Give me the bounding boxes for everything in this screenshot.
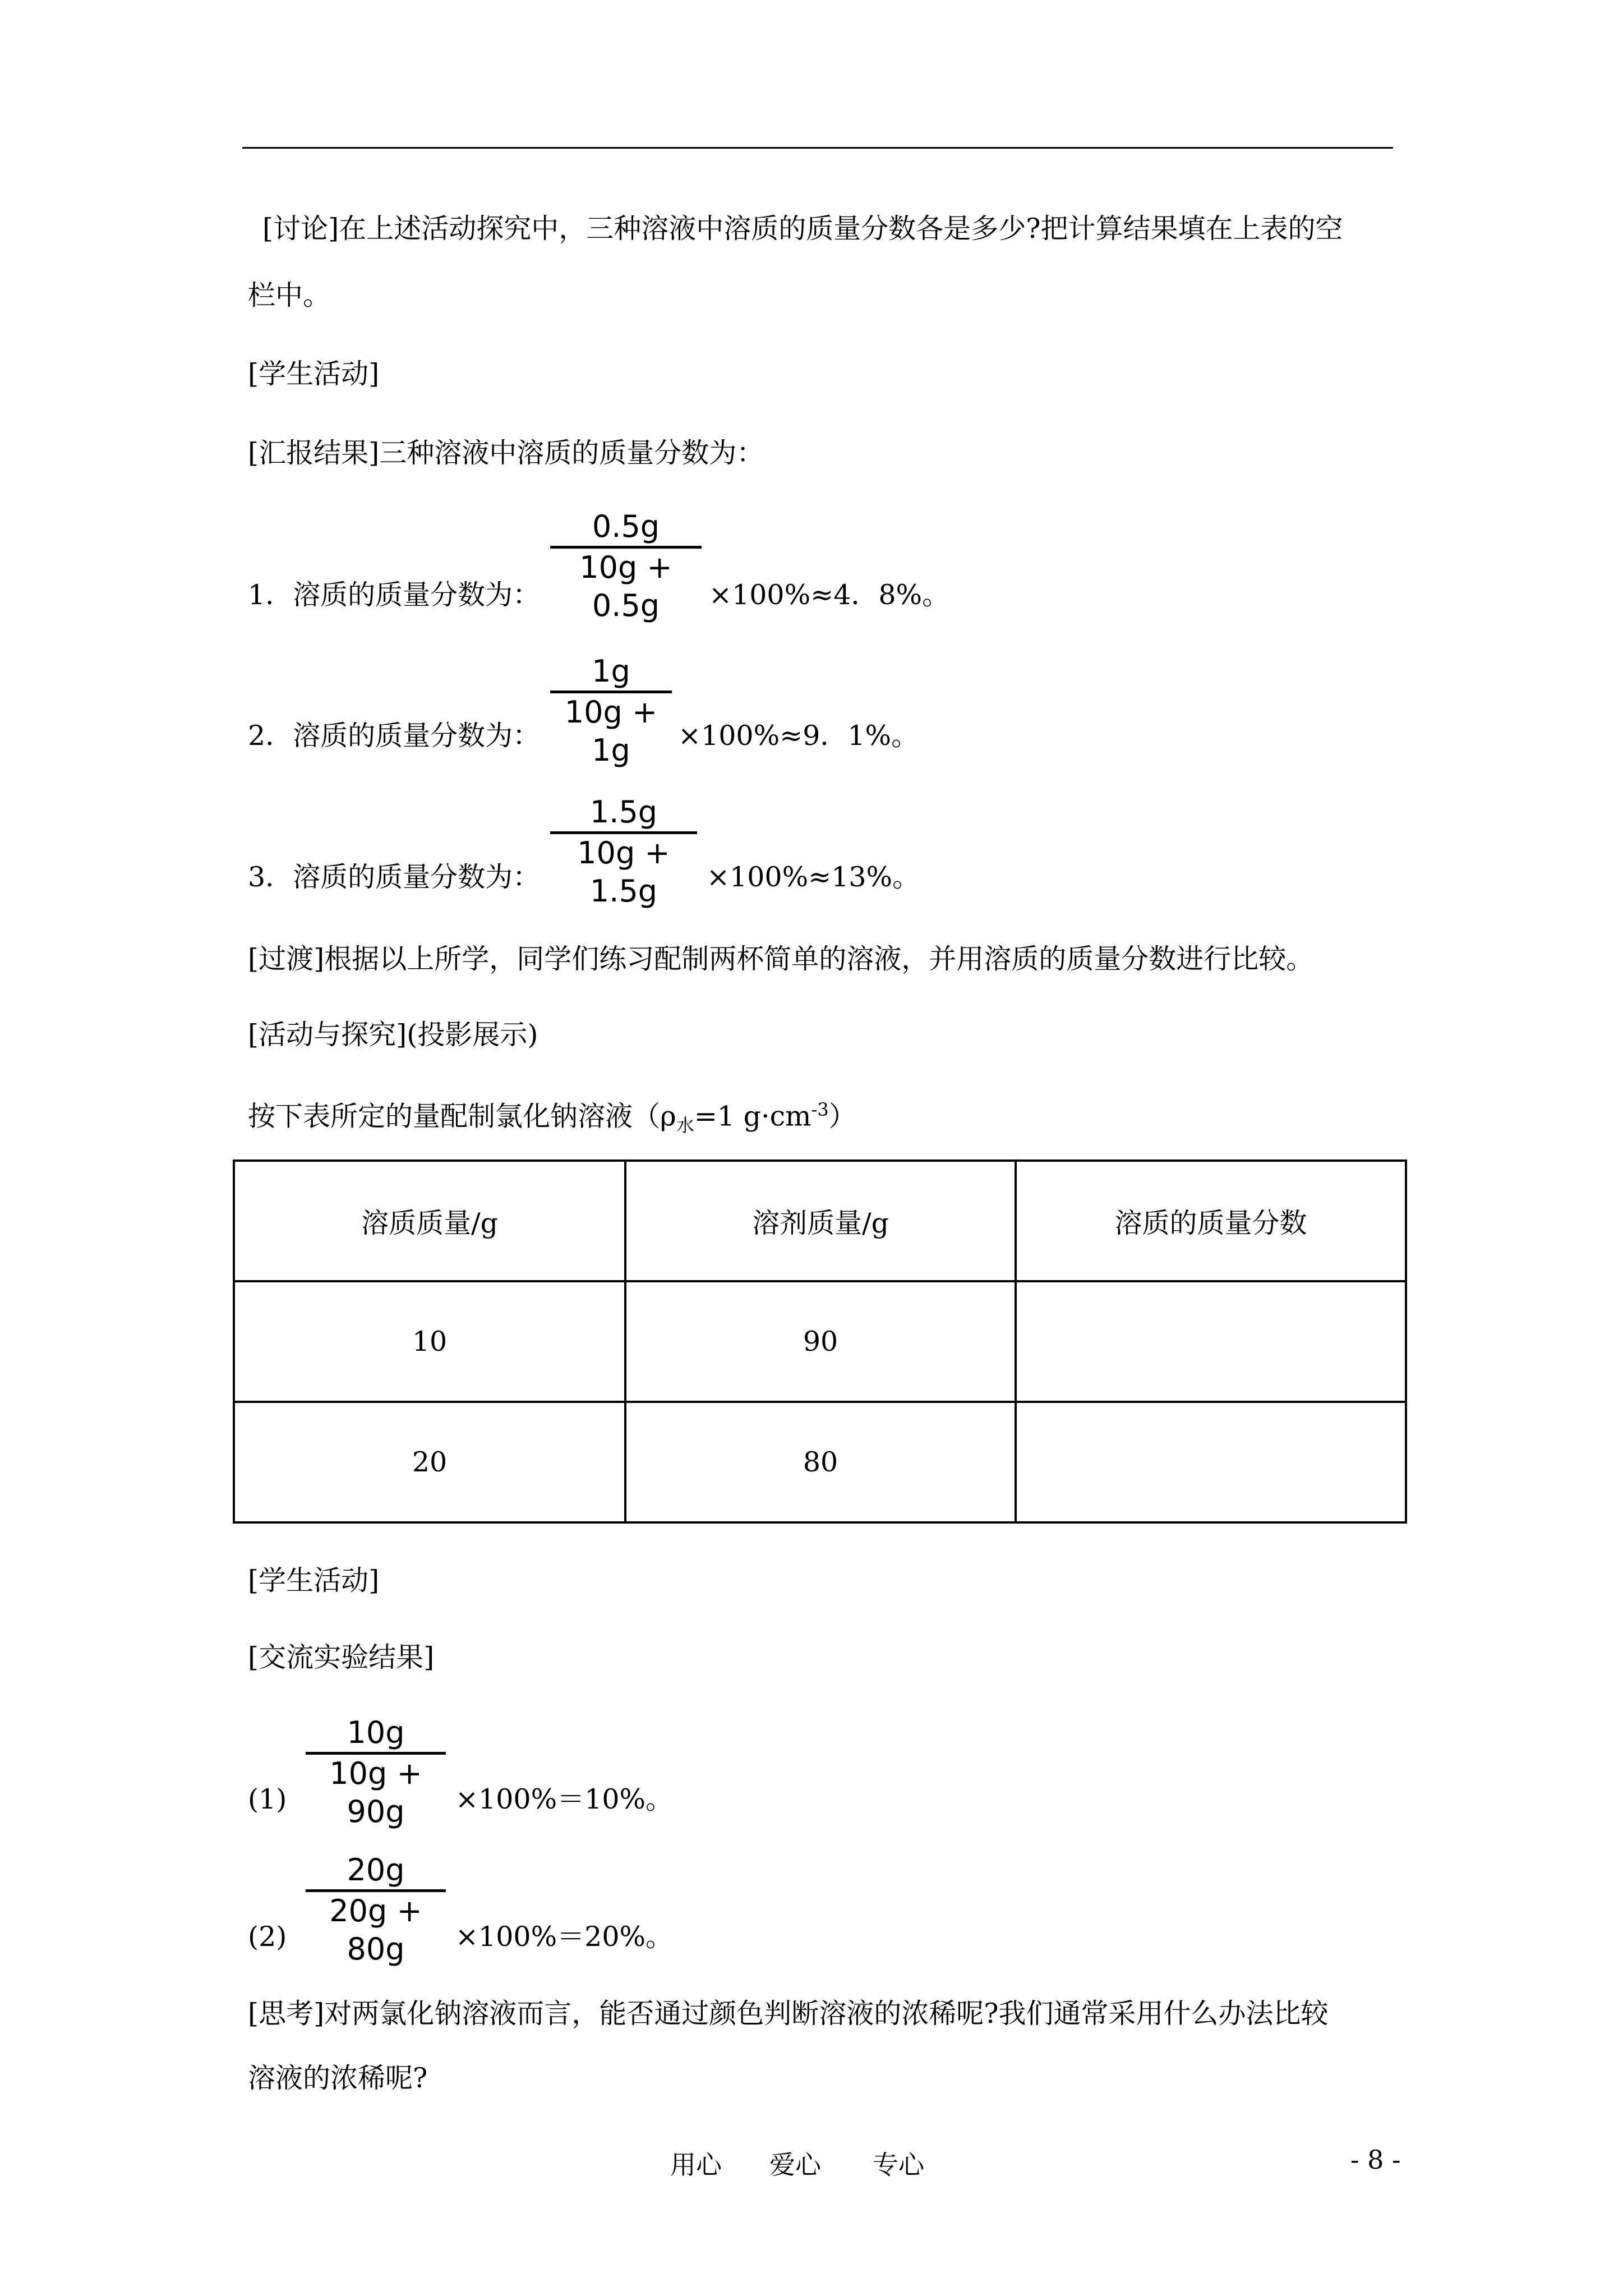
result-1-fraction	[550, 508, 702, 625]
preparation-table	[233, 1159, 1407, 1524]
result-3-label: 3．溶质的质量分数为：	[248, 861, 541, 893]
table-cell: 10	[234, 1281, 625, 1402]
instruction-superscript: -3	[811, 1099, 829, 1120]
table-row	[234, 1281, 1406, 1402]
report-heading: [汇报结果]三种溶液中溶质的质量分数为：	[248, 437, 764, 469]
fraction-numerator: 20g	[347, 1852, 405, 1888]
table-row	[234, 1402, 1406, 1522]
result-3-value: ×100%≈13%。	[707, 861, 920, 893]
thinking-line-1: [思考]对两氯化钠溶液而言，能否通过颜色判断溶液的浓稀呢?我们通常采用什么办法比较	[248, 1998, 1329, 2030]
experiment-2-value: ×100%＝20%。	[455, 1921, 674, 1953]
footer-motto-2: 爱心	[769, 2150, 821, 2180]
result-3-fraction	[550, 793, 697, 910]
discussion-line-1: [讨论]在上述活动探究中，三种溶液中溶质的质量分数各是多少?把计算结果填在上表的空	[262, 213, 1343, 245]
transition-paragraph: [过渡]根据以上所学，同学们练习配制两杯简单的溶液，并用溶质的质量分数进行比较。	[248, 943, 1314, 975]
exchange-heading: [交流实验结果]	[248, 1641, 435, 1673]
fraction-denominator: 10g + 1.5g	[577, 835, 670, 909]
instruction-subscript: 水	[676, 1115, 694, 1137]
page-number: - 8 -	[1350, 2145, 1401, 2175]
student-activity-heading: [学生活动]	[248, 358, 380, 390]
footer-motto-3: 专心	[873, 2150, 924, 2180]
fraction-denominator: 10g + 1g	[564, 694, 658, 768]
instruction-line	[248, 1093, 856, 1142]
activity-explore-heading: [活动与探究](投影展示)	[248, 1019, 538, 1051]
result-1-label: 1．溶质的质量分数为：	[248, 579, 541, 611]
footer-motto-1: 用心	[670, 2150, 722, 2180]
fraction-numerator: 1.5g	[589, 794, 658, 830]
table-cell: 20	[234, 1402, 625, 1522]
table-header-cell: 溶质质量/g	[234, 1161, 625, 1281]
table-cell	[1016, 1281, 1406, 1402]
fraction-numerator: 1g	[592, 654, 630, 689]
result-1-value: ×100%≈4．8%。	[709, 579, 950, 611]
experiment-2-label: (2)	[248, 1921, 287, 1953]
table-header-cell: 溶剂质量/g	[625, 1161, 1016, 1281]
experiment-1-label: (1)	[248, 1783, 287, 1815]
fraction-numerator: 10g	[347, 1715, 405, 1750]
result-2-label: 2．溶质的质量分数为：	[248, 720, 541, 752]
result-2-value: ×100%≈9．1%。	[678, 720, 919, 752]
fraction-denominator: 10g + 90g	[329, 1756, 422, 1829]
table-cell: 80	[625, 1402, 1016, 1522]
student-activity-heading-2: [学生活动]	[248, 1565, 380, 1596]
table-cell: 90	[625, 1281, 1016, 1402]
table-header-row	[234, 1161, 1406, 1281]
experiment-2-fraction	[306, 1851, 446, 1968]
fraction-numerator: 0.5g	[592, 509, 660, 544]
thinking-line-2: 溶液的浓稀呢?	[248, 2062, 428, 2094]
instruction-suffix: ）	[828, 1100, 856, 1133]
header-rule	[242, 147, 1393, 149]
result-2-fraction	[550, 652, 672, 770]
fraction-denominator: 10g + 0.5g	[579, 550, 672, 623]
table-header-cell: 溶质的质量分数	[1016, 1161, 1406, 1281]
fraction-denominator: 20g + 80g	[329, 1893, 422, 1967]
instruction-middle: =1 g·cm	[694, 1100, 811, 1133]
table-cell	[1016, 1402, 1406, 1522]
instruction-prefix: 按下表所定的量配制氯化钠溶液（ρ	[248, 1100, 676, 1133]
experiment-1-fraction	[306, 1714, 446, 1831]
discussion-line-2: 栏中。	[248, 279, 331, 311]
experiment-1-value: ×100%＝10%。	[455, 1783, 674, 1815]
